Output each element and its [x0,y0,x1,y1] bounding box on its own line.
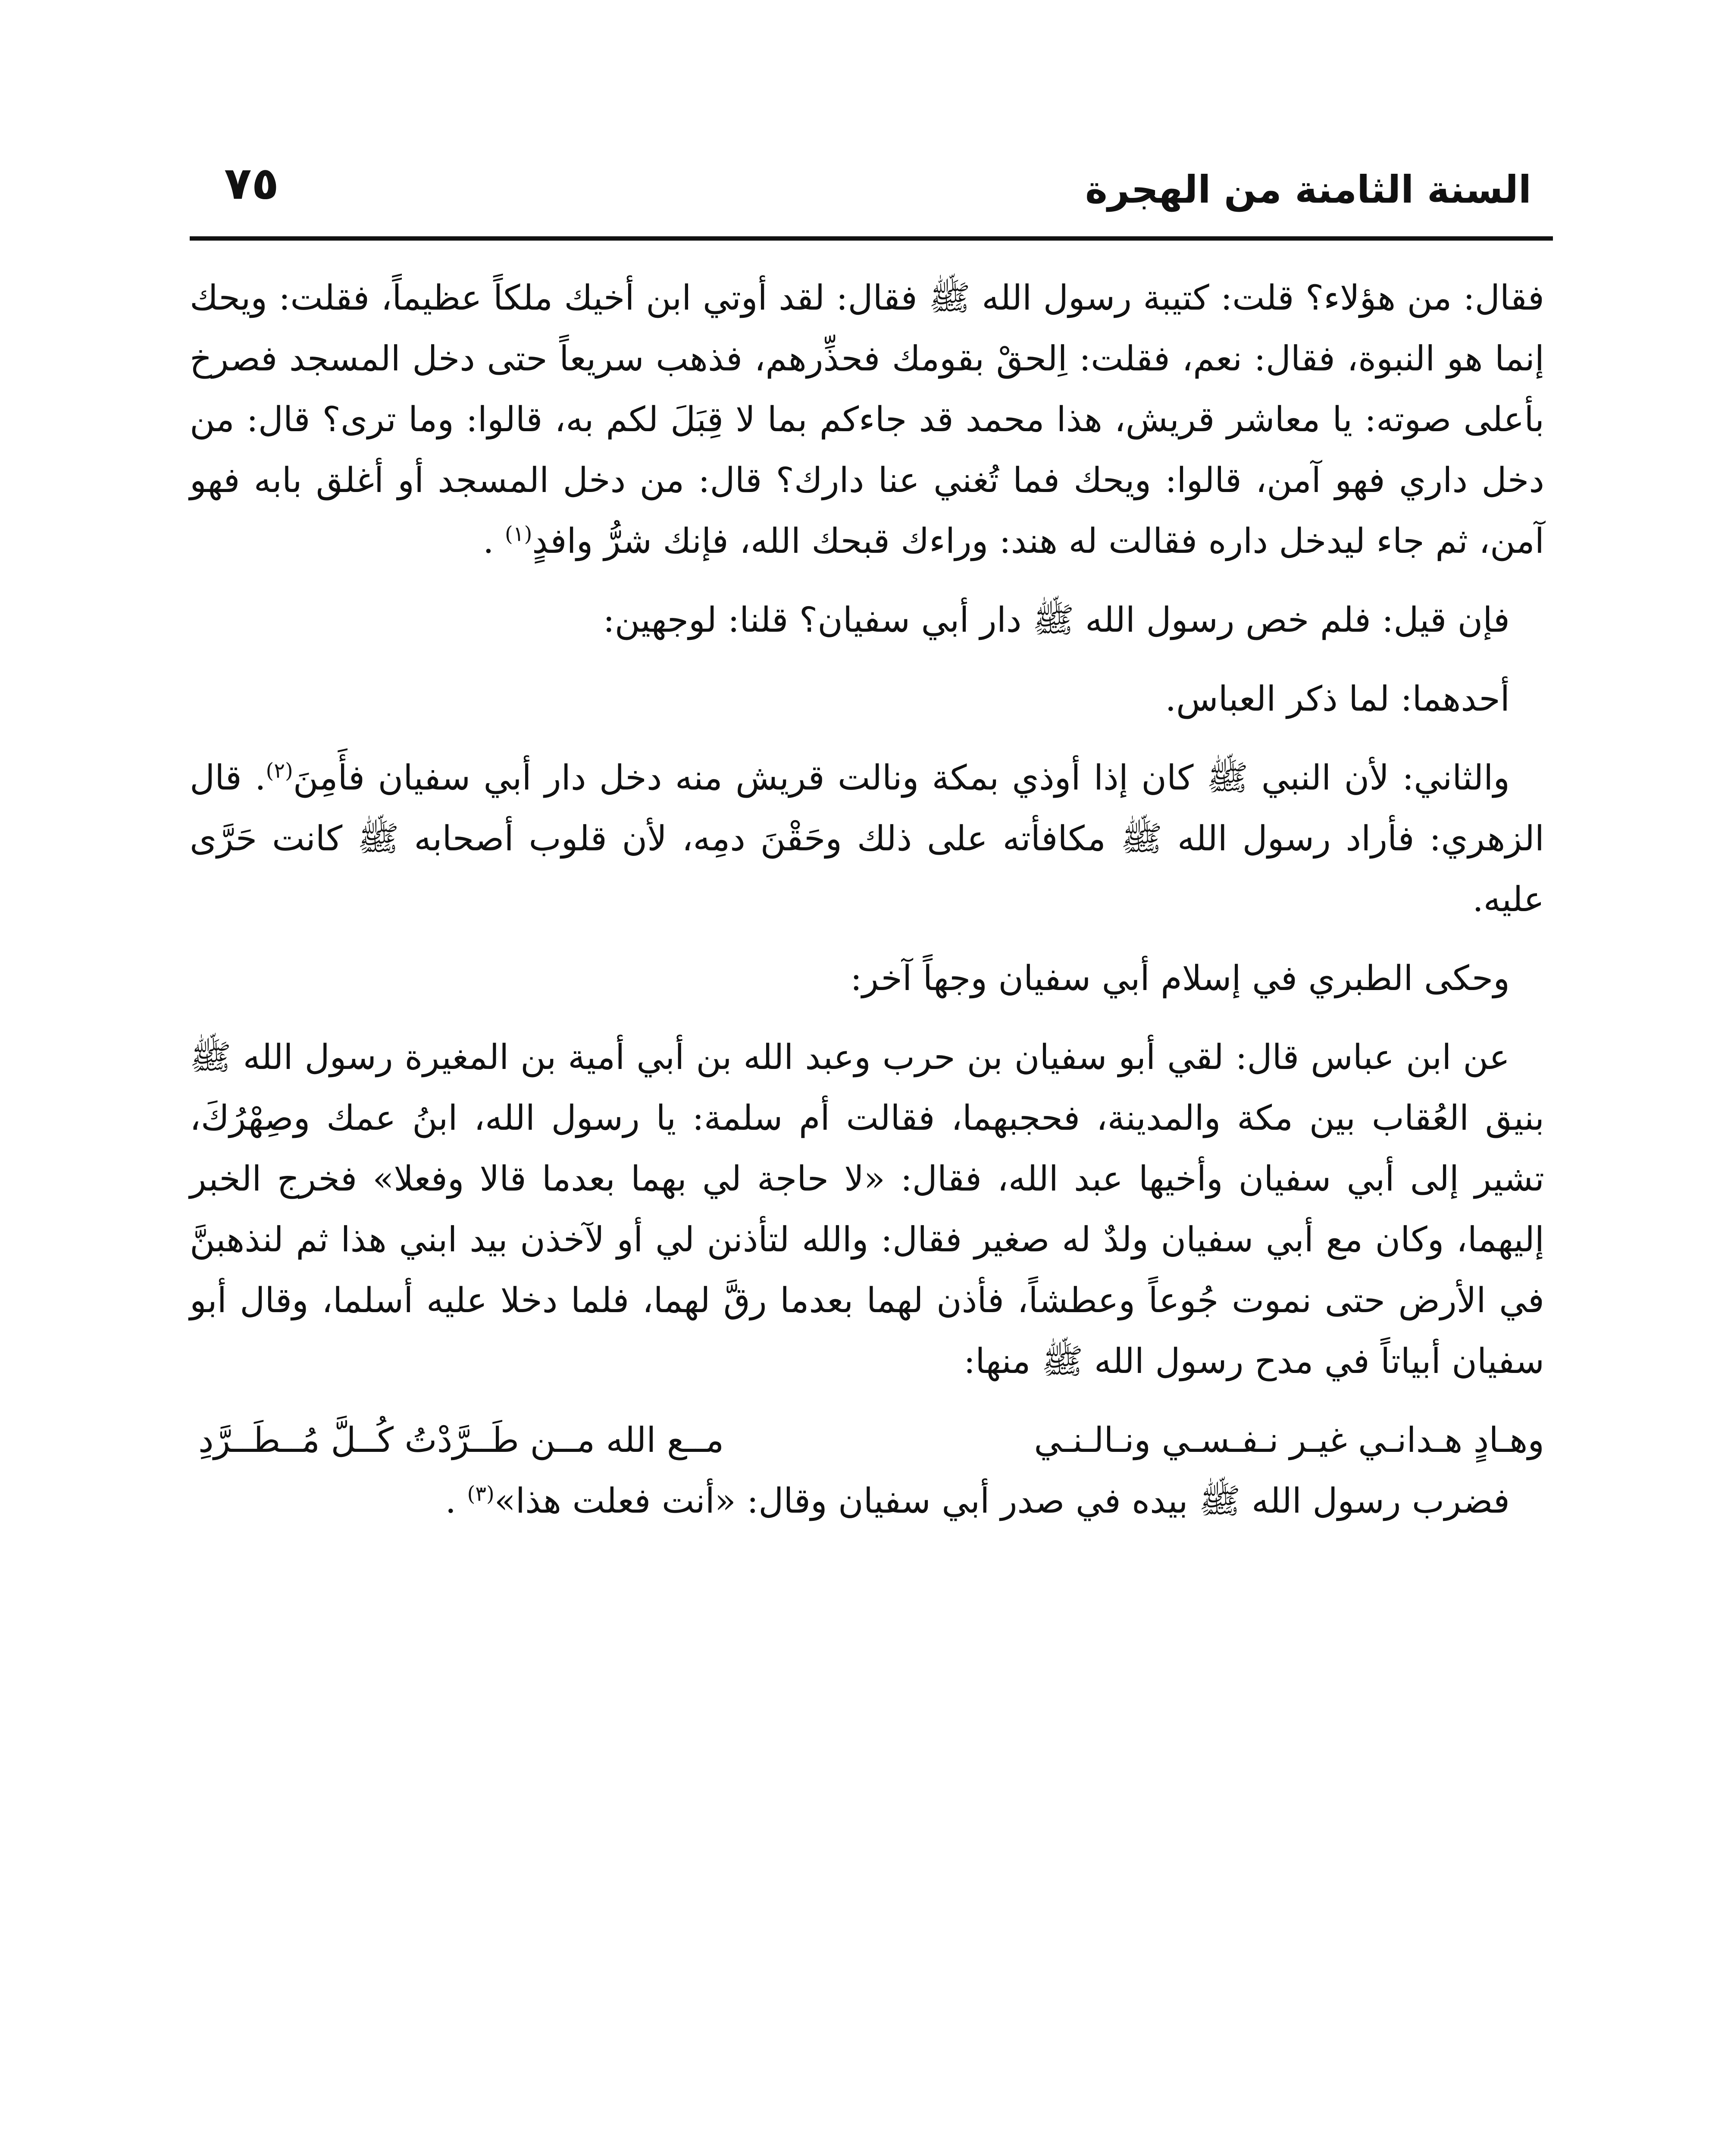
footnote-ref-3[interactable]: (٣) [467,1482,495,1506]
verse-first-hemistich: وهـادٍ هـدانـي غيـر نـفـسـي ونـالـنـي [1034,1420,1544,1460]
running-title: السنة الثامنة من الهجرة [1085,167,1531,212]
paragraph-1-end: . [483,521,494,561]
paragraph-2: فإن قيل: فلم خص رسول الله ﷺ دار أبي سفيان؟ قلنا: لوجهين: [603,600,1510,640]
paragraph-7-text: فضرب رسول الله ﷺ بيده في صدر أبي سفيان وقال: «أنت فعلت هذا» [494,1481,1510,1521]
verse-second-hemistich: مــع الله مــن طَــرَّدْتُ كُــلَّ مُــطَــرَّدِ [198,1420,724,1460]
header-rule [190,236,1553,241]
page-number: ٧٥ [224,157,279,210]
paragraph-1 [190,267,1544,571]
footnote-ref-2[interactable]: (٢) [266,758,293,783]
running-header [190,155,1531,224]
paragraph-4-text-a: والثاني: لأن النبي ﷺ كان إذا أوذي بمكة ونالت قريش منه دخل دار أبي سفيان فأَمِنَ [293,758,1510,798]
main-text [190,267,1544,1549]
footnote-ref-1[interactable]: (١) [505,522,532,546]
paragraph-5: وحكى الطبري في إسلام أبي سفيان وجهاً آخر: [850,958,1510,998]
paragraph-1-text: فقال: من هؤلاء؟ قلت: كتيبة رسول الله ﷺ فقال: لقد أوتي ابن أخيك ملكاً عظيماً، فقلت: ويحك إنما هو النبوة، فقال: نعم، فقلت: اِلحقْ بقومك فحذِّرهم، فذهب سريعاً حتى دخل المسجد فصرخ بأعلى صوته: يا معاشر قريش، هذا محمد قد جاءكم بما لا قِبَلَ لكم به، قالوا: وما ترى؟ قال: من دخل داري فهو آمن، قالوا: ويحك فما تُغني عنا دارك؟ قال: من دخل المسجد أو أغلق بابه فهو آمن، ثم جاء ليدخل داره فقالت له هند: وراءك قبحك الله، فإنك شرُّ وافدٍ [190,278,1545,561]
paragraph-4 [190,747,1544,930]
poem-verse [190,1410,1544,1470]
paragraph-3: أحدهما: لما ذكر العباس. [1165,679,1510,719]
paragraph-7 [190,1470,1544,1531]
paragraph-4-text-b: . قال الزهري: فأراد رسول الله ﷺ مكافأته على ذلك وحَقْنَ دمِه، لأن قلوب أصحابه ﷺ كانت حَرَّى عليه. [190,758,1545,919]
paragraph-6: عن ابن عباس قال: لقي أبو سفيان بن حرب وعبد الله بن أبي أمية بن المغيرة رسول الله ﷺ بنيق العُقاب بين مكة والمدينة، فحجبهما، فقالت أم سلمة: يا رسول الله، ابنُ عمك وصِهْرُكَ، تشير إلى أبي سفيان وأخيها عبد الله، فقال: «لا حاجة لي بهما بعدما قالا وفعلا» فخرج الخبر إليهما، وكان مع أبي سفيان ولدٌ له صغير فقال: والله لتأذنن لي أو لآخذن بيد ابني هذا ثم لنذهبنَّ في الأرض حتى نموت جُوعاً وعطشاً، فأذن لهما بعدما رقَّ لهما، فلما دخلا عليه أسلما، وقال أبو سفيان أبياتاً في مدح رسول الله ﷺ منها: [190,1037,1544,1381]
paragraph-7-end: . [445,1481,457,1521]
